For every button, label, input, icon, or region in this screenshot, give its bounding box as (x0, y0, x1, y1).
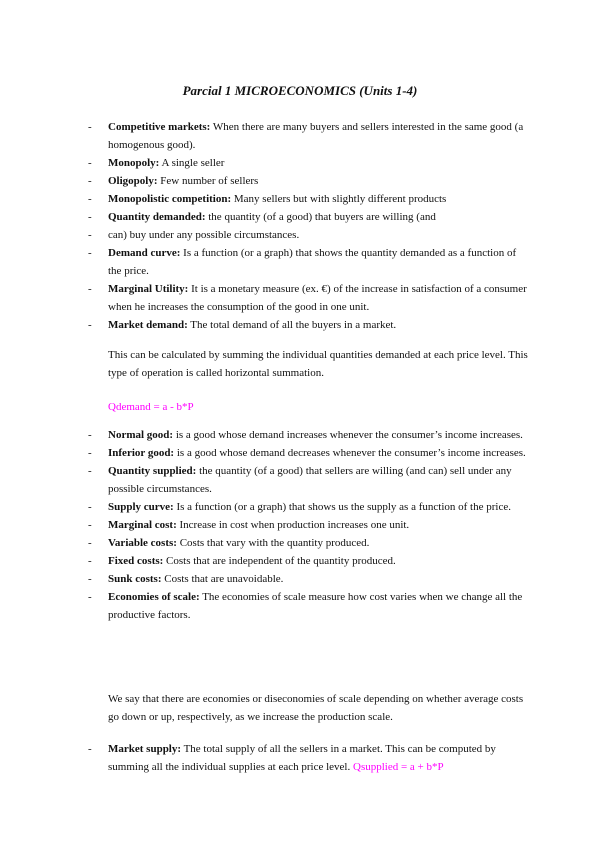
term-label: Variable costs: (108, 537, 177, 549)
definition-text: The economies of scale measure how cost varies when we change all the productive factors. (108, 591, 523, 621)
definition-text: is a good whose demand decreases whenever the consumer’s income increases. (174, 447, 526, 459)
definition-text: It is a monetary measure (ex. €) of the increase in satisfaction of a consumer when he increases the consumption of the good in one unit. (108, 283, 527, 313)
definition-text: Many sellers but with slightly different products (231, 193, 447, 205)
list-item (88, 316, 528, 334)
term-label: Marginal Utility: (108, 283, 189, 295)
definition-text: The total supply of all the sellers in a market. This can be computed by summing all the individual supplies at each price level. (108, 743, 496, 773)
definition-text: Few number of sellers (157, 175, 259, 187)
list-item (88, 172, 528, 190)
term-label: Supply curve: (108, 501, 174, 513)
term-label: Market demand: (108, 319, 188, 331)
definition-text: can) buy under any possible circumstances. (108, 229, 300, 241)
definition-text: the quantity (of a good) that buyers are willing (and (205, 211, 436, 223)
definitions-list-3 (88, 740, 528, 776)
definition-text: Is a function (or a graph) that shows the quantity demanded as a function of the price. (108, 247, 517, 277)
list-item (88, 552, 528, 570)
list-item (88, 226, 528, 244)
list-item (88, 154, 528, 172)
list-item (88, 280, 528, 316)
list-item (88, 208, 528, 226)
list-item (88, 426, 528, 444)
term-label: Monopoly: (108, 157, 160, 169)
definitions-list-2 (88, 426, 528, 624)
list-item (88, 570, 528, 588)
economies-of-scale-paragraph: We say that there are economies or diseconomies of scale depending on whether average costs go down or up, respectively, as we increase the production scale. (108, 693, 524, 723)
term-label: Normal good: (108, 429, 174, 441)
horizontal-summation-paragraph: This can be calculated by summing the individual quantities demanded at each price level. This type of operation is called horizontal summation. (108, 349, 528, 379)
term-label: Economies of scale: (108, 591, 200, 603)
term-label: Sunk costs: (108, 573, 162, 585)
list-item (88, 244, 528, 280)
definition-text: Costs that are unavoidable. (161, 573, 284, 585)
term-label: Inferior good: (108, 447, 175, 459)
list-item-market-supply (88, 740, 528, 776)
definition-text: the quantity (of a good) that sellers are willing (and can) sell under any possible circumstances. (108, 465, 512, 495)
term-label: Demand curve: (108, 247, 181, 259)
list-item (88, 588, 528, 624)
definition-text: Costs that vary with the quantity produced. (176, 537, 370, 549)
definition-text: A single seller (159, 157, 225, 169)
term-label: Market supply: (108, 743, 182, 755)
definition-text: Increase in cost when production increases one unit. (176, 519, 410, 531)
list-item (88, 534, 528, 552)
term-label: Monopolistic competition: (108, 193, 232, 205)
list-item (88, 444, 528, 462)
definition-text: Costs that are independent of the quantity produced. (163, 555, 396, 567)
term-label: Marginal cost: (108, 519, 177, 531)
document-title: Parcial 1 MICROECONOMICS (Units 1-4) (182, 83, 418, 98)
definition-text: is a good whose demand increases whenever the consumer’s income increases. (173, 429, 523, 441)
term-label: Fixed costs: (108, 555, 164, 567)
definition-text: Is a function (or a graph) that shows us the supply as a function of the price. (173, 501, 511, 513)
list-item (88, 516, 528, 534)
definitions-list-1 (88, 118, 528, 334)
list-item (88, 462, 528, 498)
list-item (88, 118, 528, 154)
supply-formula: Qsupplied = a + b*P (353, 761, 444, 773)
term-label: Quantity supplied: (108, 465, 197, 477)
list-item (88, 190, 528, 208)
term-label: Quantity demanded: (108, 211, 206, 223)
definition-text: When there are many buyers and sellers interested in the same good (a homogenous good). (108, 121, 524, 151)
demand-formula: Qdemand = a - b*P (108, 401, 194, 413)
term-label: Oligopoly: (108, 175, 158, 187)
list-item (88, 498, 528, 516)
definition-text: The total demand of all the buyers in a market. (187, 319, 397, 331)
term-label: Competitive markets: (108, 121, 211, 133)
